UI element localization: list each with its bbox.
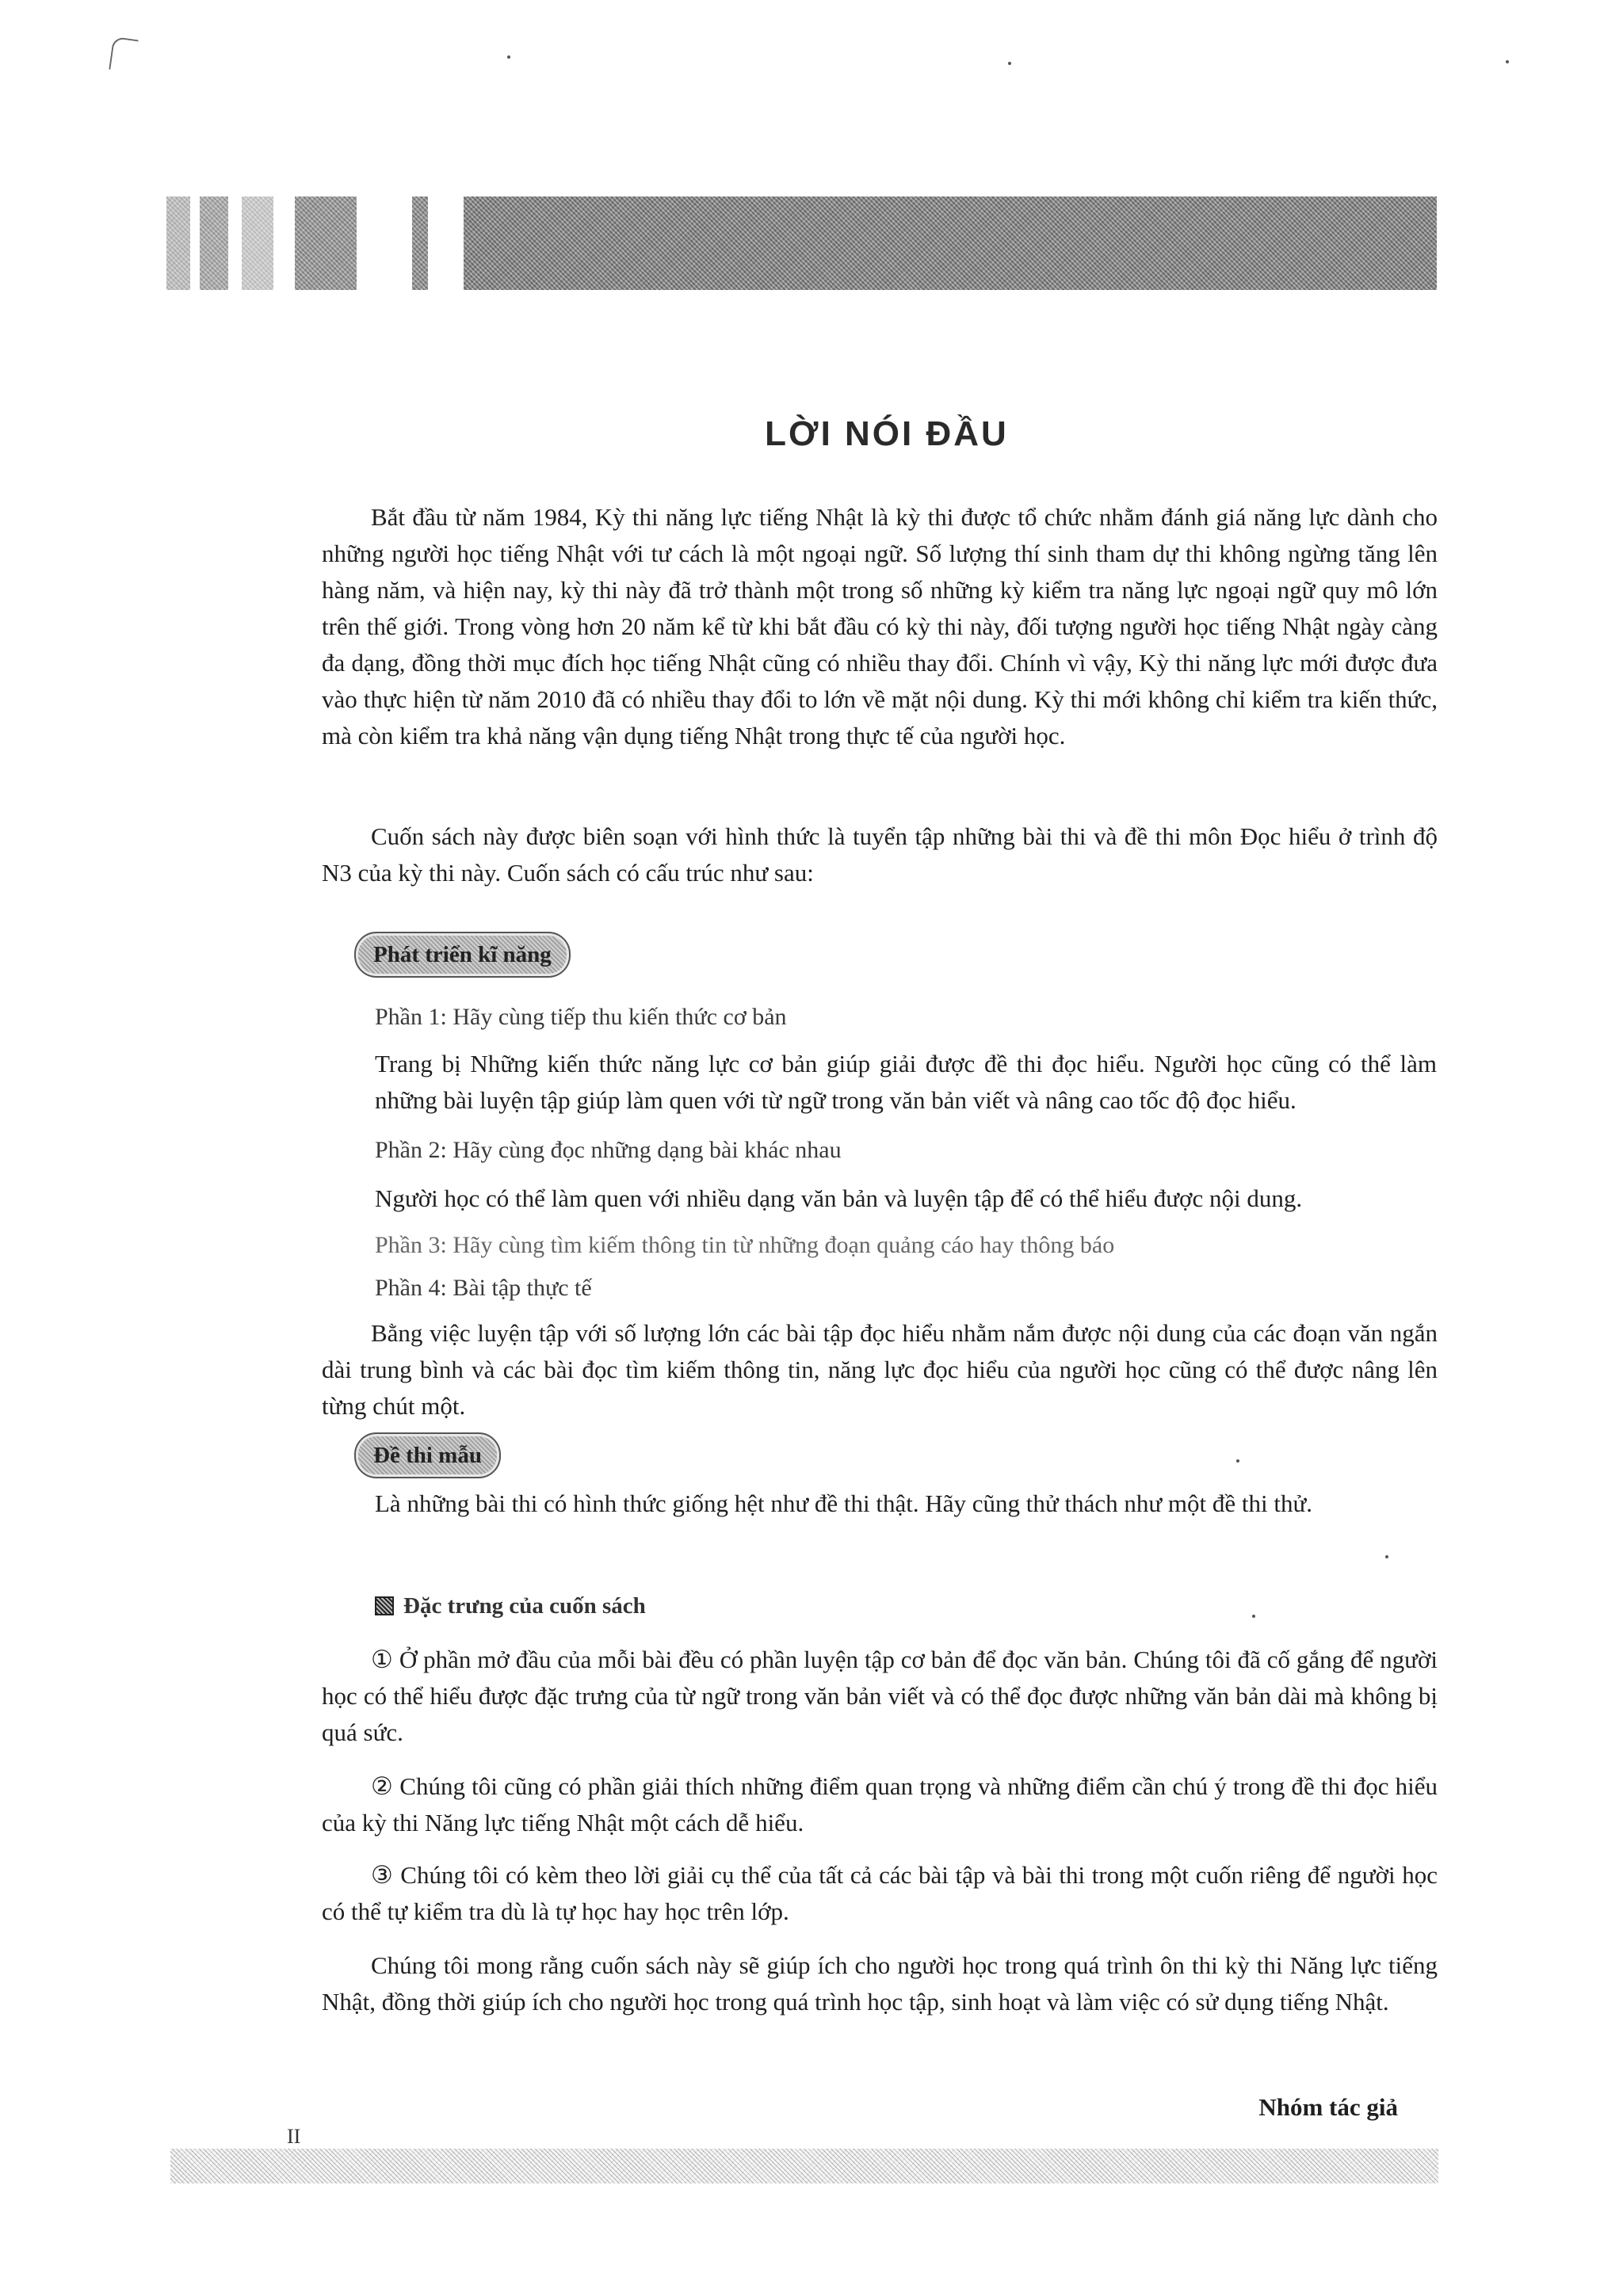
scan-corner-mark [109, 36, 139, 73]
intro-paragraph-2: Cuốn sách này được biên soạn với hình thức là tuyển tập những bài thi và đề thi môn Đọc hiểu ở trình độ N3 của kỳ thi này. Cuốn sách có cấu trúc như sau: [322, 822, 1438, 887]
sample-description: Là những bài thi có hình thức giống hệt như đề thi thật. Hãy cũng thử thách như một đề thi thử. [375, 1489, 1313, 1517]
closing-paragraph: Chúng tôi mong rằng cuốn sách này sẽ giúp ích cho người học trong quá trình ôn thi kỳ thi Năng lực tiếng Nhật, đồng thời giúp ích cho người học trong quá trình học tập, sinh hoạt và làm việc có sử dụng tiếng Nhật. [322, 1951, 1438, 2016]
feature-item-1: ① Ở phần mở đầu của mỗi bài đều có phần luyện tập cơ bản để đọc văn bản. Chúng tôi đã cố gắng để người học có thể hiểu được đặc trưng của từ ngữ trong văn bản viết và có thể đọc được những văn bản dài mà không bị quá sức. [322, 1646, 1438, 1746]
sample-section-badge: Đề thi mẫu [354, 1432, 501, 1478]
skill-section-badge: Phát triển kĩ năng [354, 932, 571, 978]
part-1-description: Trang bị Những kiến thức năng lực cơ bản giúp giải được đề thi đọc hiểu. Người học cũng có thể làm những bài luyện tập giúp làm quen với từ ngữ trong văn bản viết và nâng cao tốc độ đọc hiểu. [375, 1050, 1437, 1114]
part-4-title: Phần 4: Bài tập thực tế [375, 1275, 592, 1301]
features-heading-label: Đặc trưng của cuốn sách [403, 1593, 646, 1619]
header-decoration-strip [295, 196, 357, 290]
scan-speck [507, 55, 510, 59]
author-signature: Nhóm tác giả [1258, 2093, 1398, 2121]
part-2-title: Phần 2: Hãy cùng đọc những dạng bài khác nhau [375, 1137, 842, 1163]
scan-speck [1008, 62, 1011, 65]
header-decoration-strip [412, 196, 428, 290]
scan-speck [1252, 1615, 1255, 1618]
part-1-title: Phần 1: Hãy cùng tiếp thu kiến thức cơ bản [375, 1004, 787, 1030]
feature-item-3: ③ Chúng tôi có kèm theo lời giải cụ thể của tất cả các bài tập và bài thi trong một cuốn riêng để người học có thể tự kiểm tra dù là tự học hay học trên lớp. [322, 1861, 1438, 1925]
header-decoration-bar [464, 196, 1437, 290]
scan-speck [1385, 1555, 1388, 1558]
page-title: LỜI NÓI ĐẦU [765, 414, 1009, 454]
scan-speck [1506, 60, 1509, 63]
practice-description: Bằng việc luyện tập với số lượng lớn các bài tập đọc hiểu nhằm nắm được nội dung của các đoạn văn ngắn dài trung bình và các bài đọc tìm kiếm thông tin, năng lực đọc hiểu của người học cũng có thể được nâng lên từng chút một. [322, 1319, 1438, 1420]
features-heading [375, 1589, 646, 1623]
hatched-square-icon [375, 1596, 394, 1615]
feature-item-2: ② Chúng tôi cũng có phần giải thích những điểm quan trọng và những điểm cần chú ý trong đề thi đọc hiểu của kỳ thi Năng lực tiếng Nhật một cách dễ hiểu. [322, 1772, 1438, 1836]
intro-paragraph-1: Bắt đầu từ năm 1984, Kỳ thi năng lực tiếng Nhật là kỳ thi được tổ chức nhằm đánh giá năng lực dành cho những người học tiếng Nhật với tư cách là một ngoại ngữ. Số lượng thí sinh tham dự thi không ngừng tăng lên hàng năm, và hiện nay, kỳ thi này đã trở thành một trong số những kỳ kiểm tra năng lực ngoại ngữ quy mô lớn trên thế giới. Trong vòng hơn 20 năm kể từ khi bắt đầu có kỳ thi này, đối tượng người học tiếng Nhật ngày càng đa dạng, đồng thời mục đích học tiếng Nhật cũng có nhiều thay đổi. Chính vì vậy, Kỳ thi năng lực mới được đưa vào thực hiện từ năm 2010 đã có nhiều thay đổi to lớn về mặt nội dung. Kỳ thi mới không chỉ kiểm tra kiến thức, mà còn kiểm tra khả năng vận dụng tiếng Nhật trong thực tế của người học. [322, 503, 1438, 749]
header-decoration-strip [166, 196, 190, 290]
part-2-description: Người học có thể làm quen với nhiều dạng văn bản và luyện tập để có thể hiểu được nội dung. [375, 1184, 1303, 1212]
part-3-title: Phần 3: Hãy cùng tìm kiếm thông tin từ những đoạn quảng cáo hay thông báo [375, 1232, 1115, 1258]
header-decoration-strip [242, 196, 273, 290]
footer-decoration-bar [170, 2149, 1438, 2183]
page-number: II [287, 2125, 301, 2148]
scan-speck [1236, 1459, 1239, 1463]
header-decoration-strip [200, 196, 228, 290]
